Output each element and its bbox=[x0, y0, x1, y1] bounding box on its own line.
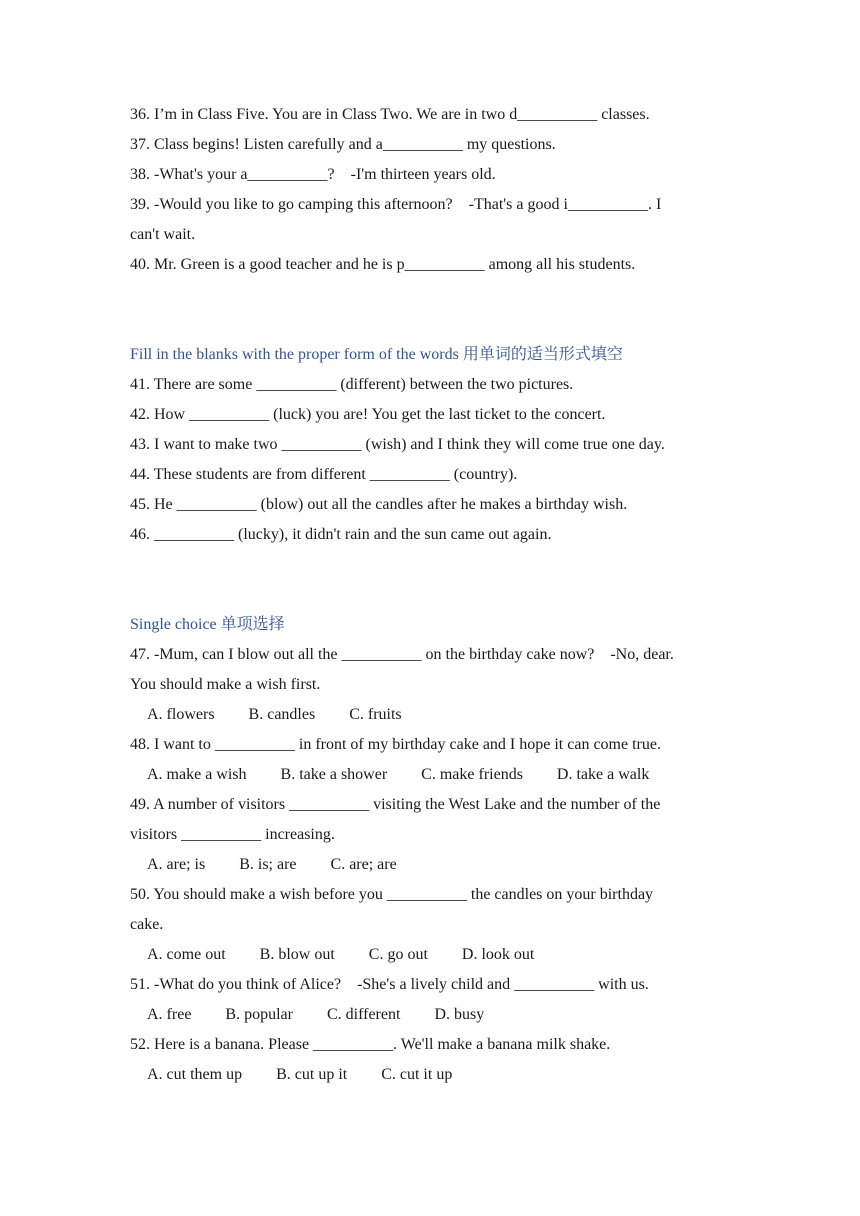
section-heading-single-choice: Single choice 单项选择 bbox=[130, 616, 285, 633]
answer-options bbox=[130, 940, 730, 970]
option-b: B. popular bbox=[225, 1006, 293, 1023]
question-48 bbox=[130, 730, 730, 790]
question-stem: 48. I want to __________ in front of my birthday cake and I hope it can come true. bbox=[130, 736, 661, 753]
question-42: 42. How __________ (luck) you are! You get the last ticket to the concert. bbox=[130, 406, 606, 423]
question-stem-continued: cake. bbox=[130, 916, 164, 933]
answer-options bbox=[130, 1060, 730, 1090]
option-d: D. take a walk bbox=[556, 766, 650, 783]
spacer bbox=[130, 280, 730, 340]
question-45: 45. He __________ (blow) out all the candles after he makes a birthday wish. bbox=[130, 496, 628, 513]
option-c: C. go out bbox=[368, 946, 428, 963]
section-word-forms bbox=[130, 340, 730, 550]
answer-options bbox=[130, 760, 730, 790]
option-c: C. different bbox=[326, 1006, 401, 1023]
question-stem-continued: You should make a wish first. bbox=[130, 676, 321, 693]
question-stem: 52. Here is a banana. Please __________. We'll make a banana milk shake. bbox=[130, 1036, 611, 1053]
option-c: C. cut it up bbox=[381, 1066, 453, 1083]
question-37: 37. Class begins! Listen carefully and a__________ my questions. bbox=[130, 136, 556, 153]
option-b: B. candles bbox=[248, 706, 316, 723]
question-44: 44. These students are from different __________ (country). bbox=[130, 466, 518, 483]
question-stem: 50. You should make a wish before you __________ the candles on your birthday bbox=[130, 886, 654, 903]
question-stem-continued: visitors __________ increasing. bbox=[130, 826, 335, 843]
question-38: 38. -What's your a__________? -I'm thirteen years old. bbox=[130, 166, 496, 183]
question-40: 40. Mr. Green is a good teacher and he is p__________ among all his students. bbox=[130, 256, 636, 273]
question-stem: 47. -Mum, can I blow out all the __________ on the birthday cake now? -No, dear. bbox=[130, 646, 674, 663]
section-vocabulary bbox=[130, 100, 730, 280]
question-stem: 51. -What do you think of Alice? -She's a lively child and __________ with us. bbox=[130, 976, 649, 993]
question-39: 39. -Would you like to go camping this afternoon? -That's a good i__________. I bbox=[130, 196, 662, 213]
option-a: A. cut them up bbox=[147, 1066, 243, 1083]
question-52 bbox=[130, 1030, 730, 1090]
option-d: D. look out bbox=[461, 946, 535, 963]
option-b: B. blow out bbox=[259, 946, 335, 963]
option-a: A. free bbox=[147, 1006, 192, 1023]
question-49 bbox=[130, 790, 730, 880]
question-39-continued: can't wait. bbox=[130, 226, 196, 243]
question-50 bbox=[130, 880, 730, 970]
answer-options bbox=[130, 1000, 730, 1030]
question-46: 46. __________ (lucky), it didn't rain and the sun came out again. bbox=[130, 526, 552, 543]
question-51 bbox=[130, 970, 730, 1030]
question-stem: 49. A number of visitors __________ visiting the West Lake and the number of the bbox=[130, 796, 661, 813]
option-a: A. are; is bbox=[147, 856, 206, 873]
question-41: 41. There are some __________ (different) between the two pictures. bbox=[130, 376, 574, 393]
option-b: B. take a shower bbox=[280, 766, 388, 783]
spacer bbox=[130, 550, 730, 610]
question-36: 36. I’m in Class Five. You are in Class Two. We are in two d__________ classes. bbox=[130, 106, 650, 123]
option-d: D. busy bbox=[434, 1006, 485, 1023]
answer-options bbox=[130, 700, 730, 730]
section-single-choice bbox=[130, 610, 730, 1090]
option-a: A. come out bbox=[147, 946, 226, 963]
section-heading-word-forms: Fill in the blanks with the proper form of the words 用单词的适当形式填空 bbox=[130, 346, 623, 363]
option-c: C. fruits bbox=[349, 706, 402, 723]
option-a: A. flowers bbox=[147, 706, 215, 723]
answer-options bbox=[130, 850, 730, 880]
question-47 bbox=[130, 640, 730, 730]
option-c: C. make friends bbox=[421, 766, 523, 783]
option-b: B. is; are bbox=[239, 856, 297, 873]
option-c: C. are; are bbox=[330, 856, 397, 873]
option-a: A. make a wish bbox=[147, 766, 247, 783]
question-43: 43. I want to make two __________ (wish) and I think they will come true one day. bbox=[130, 436, 665, 453]
document-page bbox=[130, 100, 730, 1090]
option-b: B. cut up it bbox=[276, 1066, 348, 1083]
